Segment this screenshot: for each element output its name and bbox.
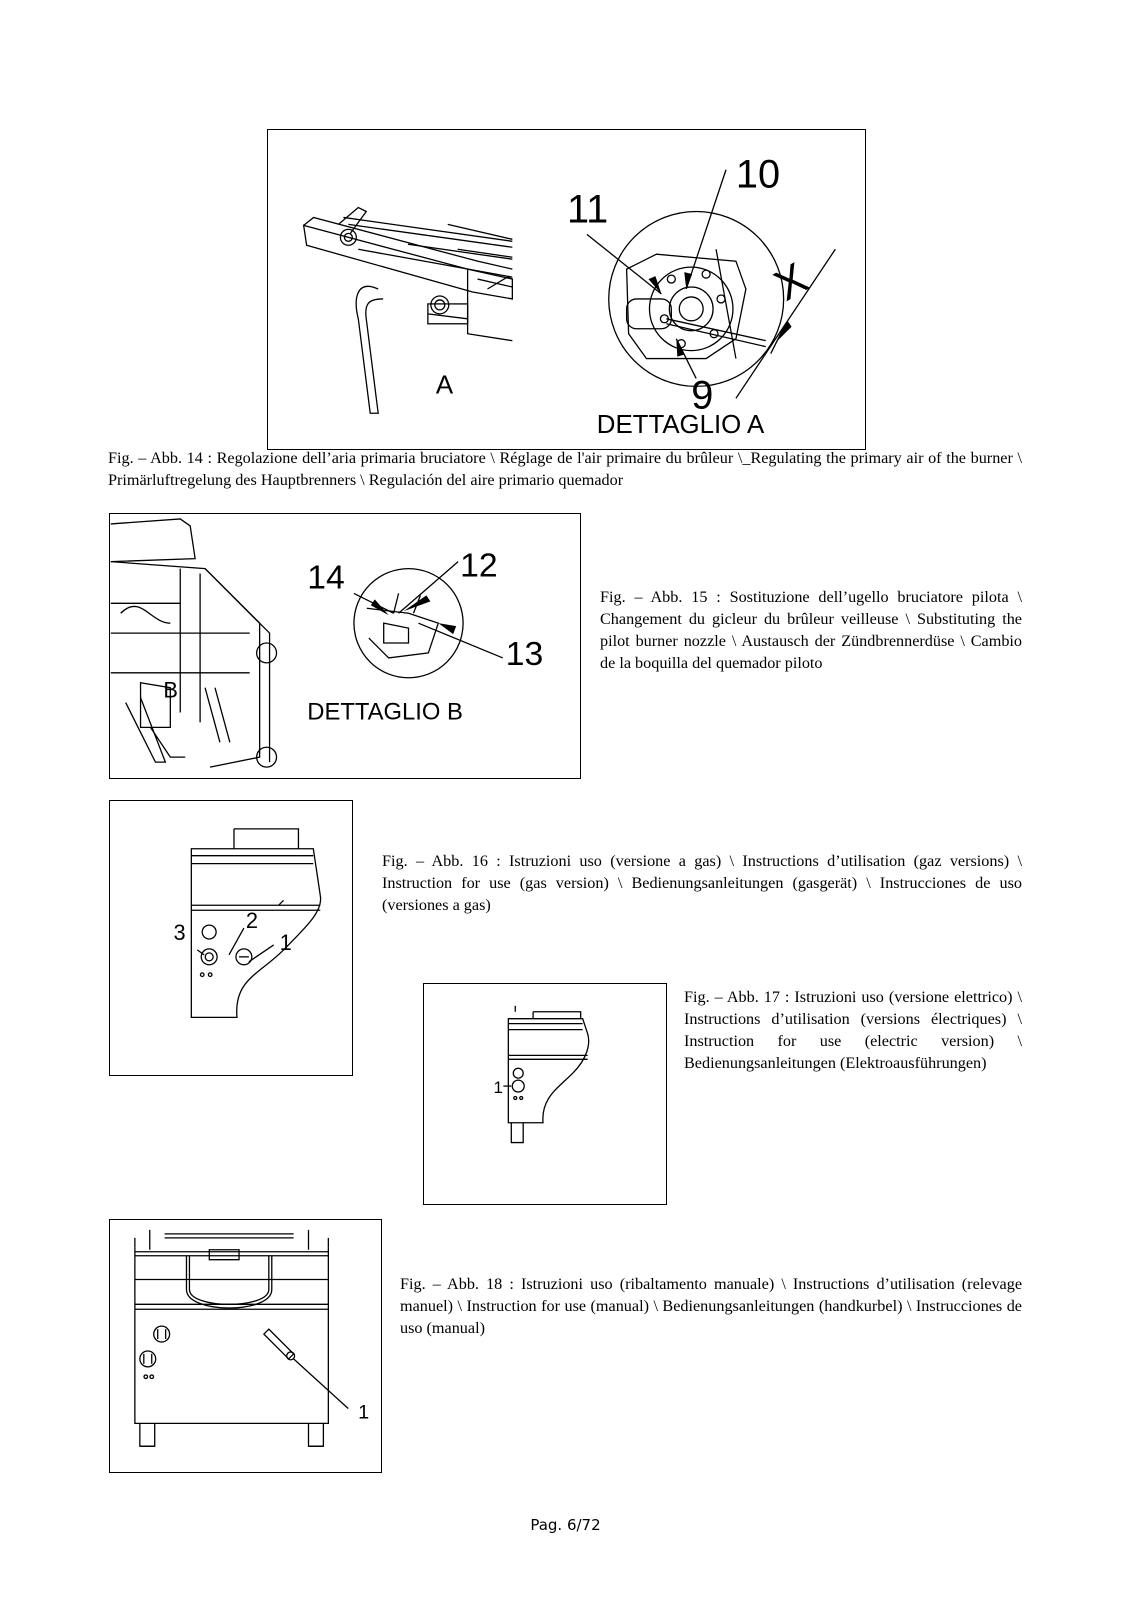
figure-18 [109, 1219, 382, 1473]
label-a: A [435, 371, 454, 400]
figure-18-caption-text: Fig. – Abb. 18 : Istruzioni uso (ribaltamento manuale) \ Instructions d’utilisation (relevage manuel) \ Instruction for use (manual) \ Bedienungsanleitungen (handkurbel) \ Instrucciones de uso (manual) [400, 1275, 1022, 1337]
figure-14 [267, 129, 866, 450]
label-1: 1 [358, 1401, 370, 1424]
label-b: B [163, 677, 178, 703]
detail-b-label: DETTAGLIO B [307, 698, 463, 726]
label-12: 12 [460, 546, 498, 585]
detail-a-label: DETTAGLIO A [596, 411, 765, 440]
label-x: X [766, 253, 817, 311]
figure-17-drawing [424, 984, 666, 1204]
figure-15-drawing [110, 514, 580, 778]
figure-16 [109, 800, 353, 1076]
label-9: 9 [691, 373, 714, 418]
figure-17 [423, 983, 667, 1205]
figure-16-drawing [110, 801, 352, 1075]
figure-17-caption [684, 986, 1022, 1074]
label-10: 10 [735, 152, 781, 197]
figure-15 [109, 513, 581, 779]
figure-14-caption-text: Fig. – Abb. 14 : Regolazione dell’aria primaria bruciatore \ Réglage de l'air primaire du brûleur \_Regulating the primary air of the burner \ Primärluftregelung des Hauptbrenners \ Regulación del aire primario quemador [108, 449, 1022, 489]
figure-18-drawing [110, 1220, 381, 1472]
label-14: 14 [307, 558, 345, 597]
figure-17-caption-text: Fig. – Abb. 17 : Istruzioni uso (versione elettrico) \ Instructions d’utilisation (versions électriques) \ Instruction for use (electric version) \ Bedienungsanleitungen (Elektroausführungen) [684, 988, 1022, 1072]
figure-18-caption [400, 1273, 1022, 1339]
label-3: 3 [173, 919, 186, 945]
label-13: 13 [505, 634, 544, 673]
figure-14-caption [108, 447, 1022, 491]
page-number: Pag. 6/72 [530, 1516, 601, 1534]
label-11: 11 [566, 187, 609, 232]
figure-16-caption [382, 850, 1022, 916]
figure-16-caption-text: Fig. – Abb. 16 : Istruzioni uso (versione a gas) \ Instructions d’utilisation (gaz versions) \ Instruction for use (gas version) \ Bedienungsanleitungen (gasgerät) \ Instrucciones de uso (versiones a gas) [382, 852, 1022, 914]
label-1: 1 [279, 929, 292, 955]
label-2: 2 [245, 908, 259, 934]
label-1: 1 [493, 1078, 503, 1098]
figure-14-drawing [268, 130, 865, 449]
figure-15-caption [600, 586, 1022, 674]
figure-15-caption-text: Fig. – Abb. 15 : Sostituzione dell’ugello bruciatore pilota \ Changement du gicleur du brûleur veilleuse \ Substituting the pilot burner nozzle \ Austausch der Zündbrennerdüse \ Cambio de la boquilla del quemador piloto [600, 588, 1022, 672]
